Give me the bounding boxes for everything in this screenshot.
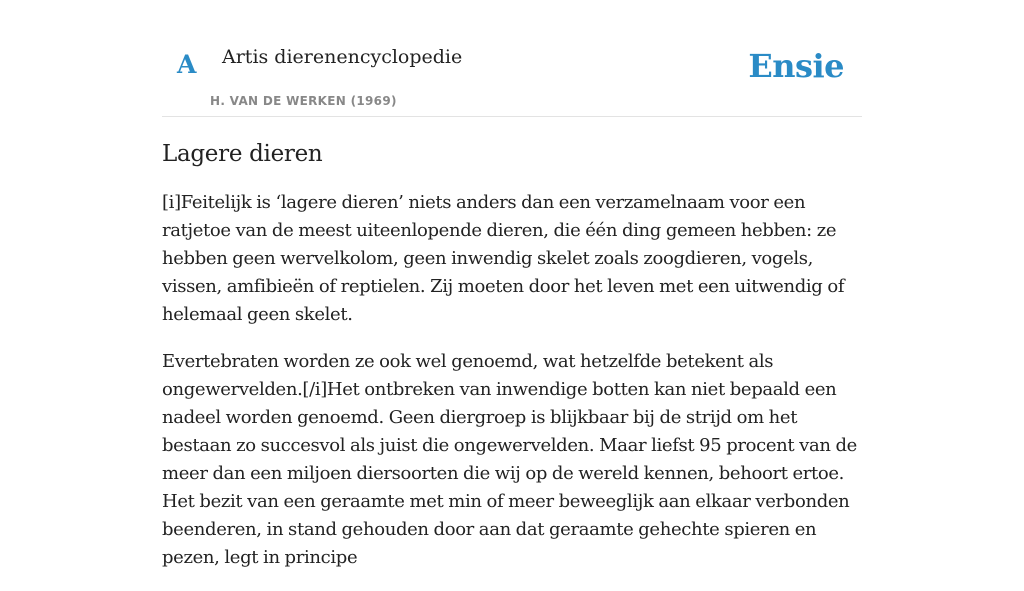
article-paragraph: Evertebraten worden ze ook wel genoemd, wat hetzelfde betekent als ongewervelden.[/i]Het ontbreken van inwendige botten kan niet bepaald een nadeel worden genoemd. Geen diergroep is blijkbaar bij de strijd om het bestaan zo succesvol als juist die ongewervelden. Maar liefst 95 procent van de meer dan een miljoen diersoorten die wij op de wereld kennen, behoort ertoe. Het bezit van een geraamte met min of meer beweeglijk aan elkaar verbonden beenderen, in stand gehouden door aan dat geraamte gehechte spieren en pezen, legt in principe	[162, 350, 857, 568]
book-header	[162, 0, 862, 117]
article-paragraph: [i]Feitelijk is ‘lagere dieren’ niets anders dan een verzamelnaam voor een ratjetoe van de meest uiteenlopende dieren, die één ding gemeen hebben: ze hebben geen wervelkolom, geen inwendig skelet zoals zoogdieren, vogels, vissen, amfibieën of reptielen. Zij moeten door het leven met een uitwendig of helemaal geen skelet.	[162, 191, 845, 325]
book-author: H. VAN DE WERKEN (1969)	[210, 94, 397, 108]
article-title: Lagere dieren	[162, 141, 323, 167]
index-letter[interactable]: A	[177, 50, 197, 79]
ensie-logo[interactable]: Ensie	[748, 47, 844, 85]
article	[162, 140, 862, 591]
book-title-link[interactable]: Artis dierenencyclopedie	[222, 46, 463, 68]
